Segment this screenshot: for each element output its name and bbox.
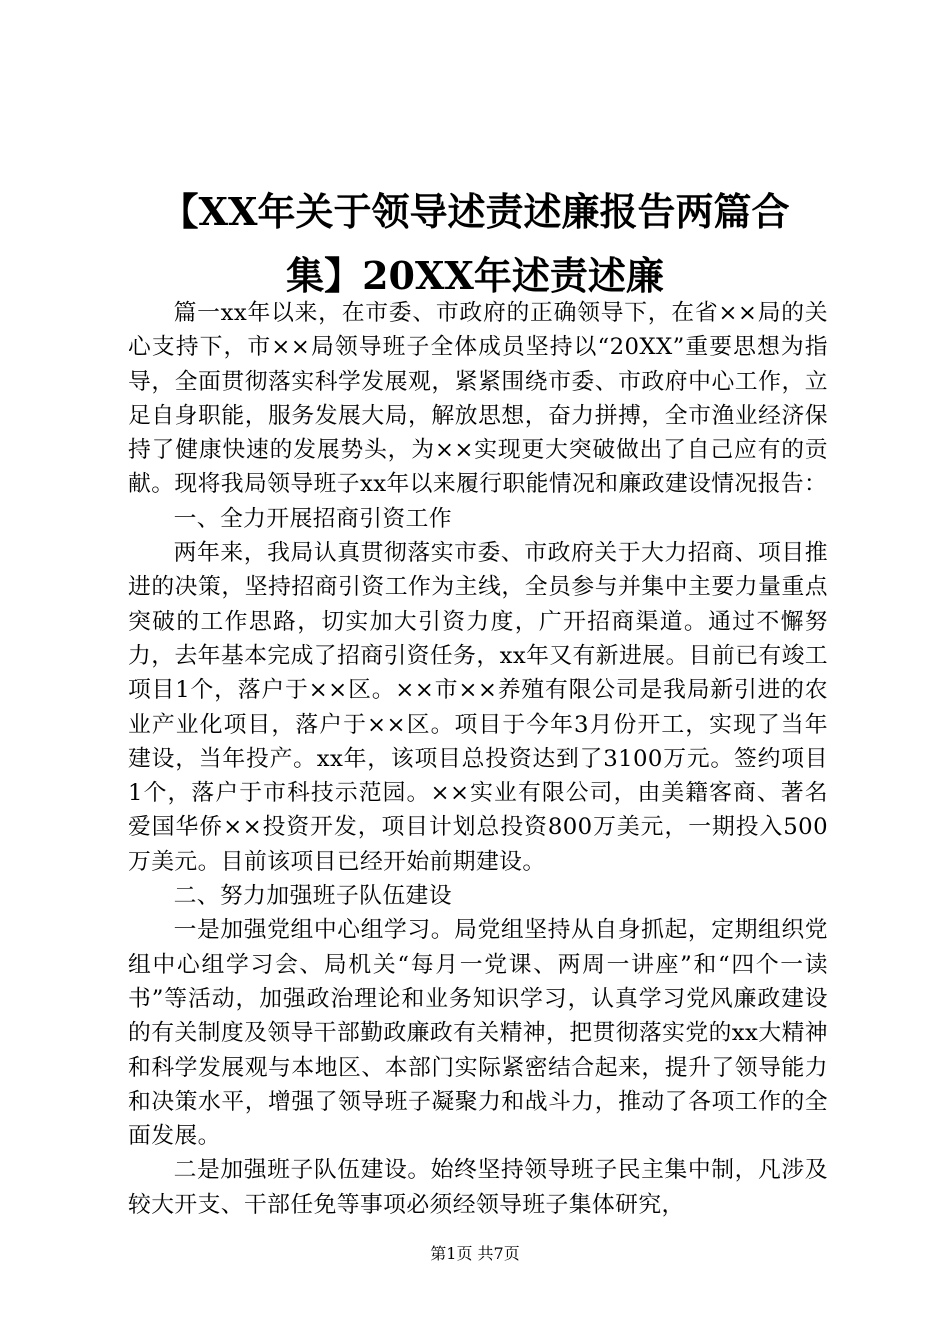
paragraph-investment: 两年来，我局认真贯彻落实市委、市政府关于大力招商、项目推进的决策，坚持招商引资工作为主线，全员参与并集中主要力量重点突破的工作思路，切实加大引资力度，广开招商渠道。通过不懈努力，去年基本完成了招商引资任务，xx年又有新进展。目前已有竣工项目1个，落户于××区。××市××养殖有限公司是我局新引进的农业产业化项目，落户于××区。项目于今年3月份开工，实现了当年建设，当年投产。xx年，该项目总投资达到了3100万元。签约项目1个，落户于市科技示范园。××实业有限公司，由美籍客商、著名爱国华侨××投资开发，项目计划总投资800万美元，一期投入500万美元。目前该项目已经开始前期建设。 — [128, 540, 828, 875]
section-heading-2: 二、努力加强班子队伍建设 — [173, 883, 452, 910]
title-line-2: 集】20XX年述责述廉 — [286, 253, 664, 298]
document-title — [110, 180, 840, 308]
paragraph-study: 一是加强党组中心组学习。局党组坚持从自身抓起，定期组织党组中心组学习会、局机关“每月一党课、两周一讲座”和“四个一读书”等活动，加强政治理论和业务知识学习，认真学习党风廉政建设的有关制度及领导干部勤政廉政有关精神，把贯彻落实党的xx大精神和科学发展观与本地区、本部门实际紧密结合起来，提升了领导能力和决策水平，增强了领导班子凝聚力和战斗力，推动了各项工作的全面发展。 — [128, 917, 828, 1150]
paragraph-team-building: 二是加强班子队伍建设。始终坚持领导班子民主集中制，凡涉及较大开支、干部任免等事项必须经领导班子集体研究， — [128, 1157, 828, 1218]
page-footer: 第1页 共7页 — [430, 1244, 520, 1263]
title-line-1: 【XX年关于领导述责述廉报告两篇合 — [160, 189, 790, 234]
section-heading-1: 一、全力开展招商引资工作 — [173, 505, 452, 532]
document-body — [128, 296, 828, 1222]
paragraph-intro: 篇一xx年以来，在市委、市政府的正确领导下，在省××局的关心支持下，市××局领导班子全体成员坚持以“20XX”重要思想为指导，全面贯彻落实科学发展观，紧紧围绕市委、市政府中心工作，立足自身职能，服务发展大局，解放思想，奋力拼搏，全市渔业经济保持了健康快速的发展势头，为××实现更大突破做出了自己应有的贡献。现将我局领导班子xx年以来履行职能情况和廉政建设情况报告： — [128, 300, 829, 498]
